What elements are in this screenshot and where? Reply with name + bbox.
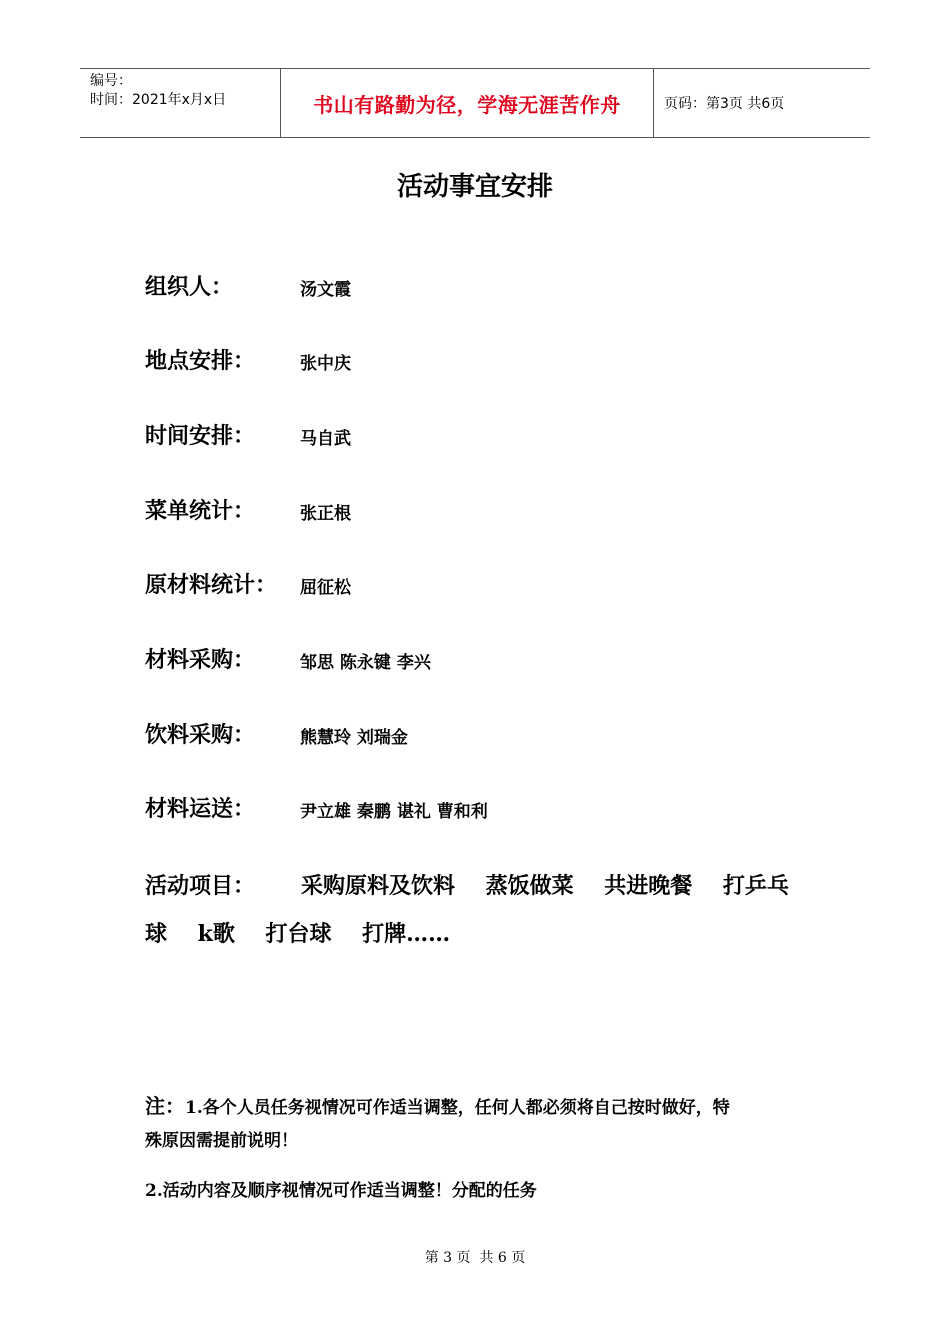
assignment-label: 地点安排： — [145, 348, 256, 374]
activities-line: 球 k歌 打台球 打牌…… — [145, 921, 451, 947]
assignment-label: 原材料统计： — [145, 572, 278, 598]
assignment-label: 时间安排： — [145, 423, 256, 449]
activities-line: 活动项目： 采购原料及饮料 蒸饭做菜 共进晚餐 打乒乓 — [145, 873, 789, 899]
assignment-label: 菜单统计： — [145, 498, 256, 524]
note-prefix: 注： — [145, 1094, 185, 1118]
page-header — [80, 68, 870, 138]
assignment-value: 尹立雄 秦鹏 谌礼 曹和利 — [300, 802, 488, 822]
assignment-value: 汤文霞 — [300, 280, 351, 300]
assignment-value: 屈征松 — [300, 578, 351, 598]
assignment-value: 马自武 — [300, 429, 351, 449]
note-text: 1.各个人员任务视情况可作适当调整，任何人都必须将自己按时做好，特 — [185, 1098, 730, 1118]
page-footer: 第 3 页 共 6 页 — [424, 1250, 526, 1266]
assignment-value: 张中庆 — [300, 354, 351, 374]
assignment-label: 组织人： — [145, 274, 234, 300]
note-line: 殊原因需提前说明！ — [145, 1131, 298, 1151]
assignment-value: 张正根 — [300, 504, 351, 524]
assignment-value: 熊慧玲 刘瑞金 — [300, 728, 408, 748]
assignment-label: 饮料采购： — [145, 722, 256, 748]
document-title: 活动事宜安排 — [396, 172, 553, 202]
note-line — [145, 1090, 825, 1126]
document-code: 编号： — [90, 73, 132, 89]
assignment-label: 材料采购： — [145, 647, 256, 673]
assignment-value: 邹思 陈永键 李兴 — [300, 653, 431, 673]
header-motto-cell — [281, 69, 654, 137]
assignment-label: 材料运送： — [145, 796, 256, 822]
header-motto: 书山有路勤为径，学海无涯苦作舟 — [313, 92, 621, 117]
header-page-info: 页码：第3页 共6页 — [664, 96, 785, 112]
note-line: 2.活动内容及顺序视情况可作适当调整！分配的任务 — [145, 1181, 537, 1201]
header-page-info-cell — [654, 69, 870, 137]
header-meta — [80, 69, 281, 137]
activities-section — [145, 862, 825, 958]
document-date: 时间：2021年x月x日 — [90, 92, 227, 108]
notes-section — [145, 1090, 825, 1212]
